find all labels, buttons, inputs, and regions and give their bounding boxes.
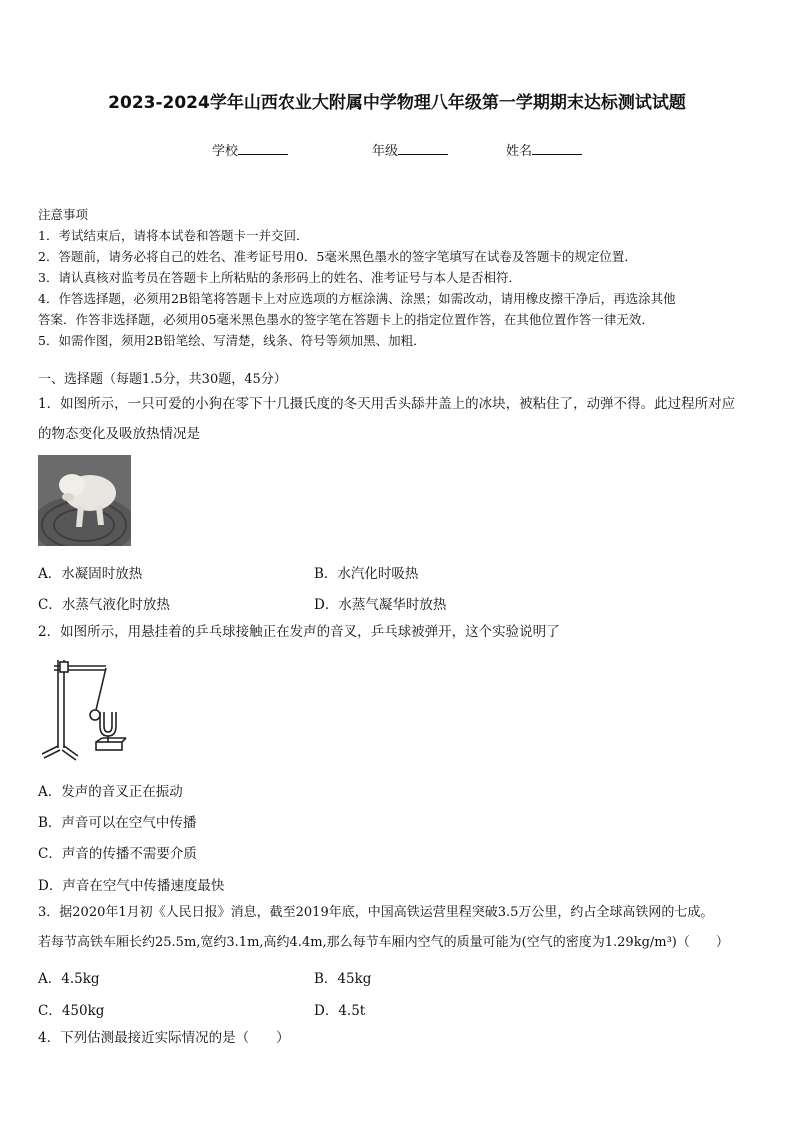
question-1-stem [38,389,763,449]
note-line: 答案．作答非选择题，必须用05毫米黑色墨水的签字笔在答题卡上的指定位置作答，在其他位置作答一律无效． [38,312,654,327]
page-title: 2023-2024学年山西农业大附属中学物理八年级第一学期期末达标测试试题 [108,93,686,113]
school-label: 学校 [212,144,239,159]
dog-on-manhole-image [38,455,131,546]
question-3-line-2: 若每节高铁车厢长约25.5m,宽约3.1m,高约4.4m,那么每节车厢内空气的质量可能为(空气的密度为1.29kg/m³)（ ） [38,935,729,950]
note-line: 2．答题前，请务必将自己的姓名、准考证号用0．5毫米黑色墨水的签字笔填写在试卷及答题卡的规定位置． [38,249,637,264]
question-1-line-1: 1．如图所示，一只可爱的小狗在零下十几摄氏度的冬天用舌头舔井盖上的冰块，被粘住了，动弹不得。此过程所对应 [38,396,736,412]
question-2-option-c: C．声音的传播不需要介质 [38,846,197,862]
grade-field [372,140,448,159]
tuning-fork-figure [38,656,128,764]
question-3-option-d: D．4.5t [314,1003,366,1019]
section-heading: 一、选择题（每题1.5分，共30题，45分） [38,372,287,387]
question-2-option-a: A．发声的音叉正在振动 [38,784,183,800]
tuning-fork-diagram [38,656,128,764]
grade-blank [398,142,448,155]
school-field [212,140,288,159]
note-line: 1．考试结束后，请将本试卷和答题卡一并交回． [38,228,309,243]
question-1-option-d: D．水蒸气凝华时放热 [314,597,447,613]
question-1-option-b: B．水汽化时吸热 [314,566,419,582]
name-blank [532,142,582,155]
name-label: 姓名 [506,144,533,159]
question-3-stem [38,898,763,958]
question-4-stem: 4．下列估测最接近实际情况的是（ ） [38,1030,290,1046]
grade-label: 年级 [372,144,399,159]
question-2-option-b: B．声音可以在空气中传播 [38,815,197,831]
question-1-line-2: 的物态变化及吸放热情况是 [38,426,200,442]
question-3-option-a: A．4.5kg [38,971,100,987]
question-3-line-1: 3．据2020年1月初《人民日报》消息，截至2019年底，中国高铁运营里程突破3.5万公里，约占全球高铁网的七成。 [38,905,714,920]
note-line: 5．如需作图，须用2B铅笔绘、写清楚，线条、符号等须加黑、加粗． [38,333,426,348]
note-line: 3．请认真核对监考员在答题卡上所粘贴的条形码上的姓名、准考证号与本人是否相符． [38,270,521,285]
question-1-option-c: C．水蒸气液化时放热 [38,597,170,613]
question-3-option-b: B．45kg [314,971,372,987]
note-line: 4．作答选择题，必须用2B铅笔将答题卡上对应选项的方框涂满、涂黑；如需改动，请用橡皮擦干净后，再选涂其他 [38,291,676,306]
question-2-option-d: D．声音在空气中传播速度最快 [38,878,225,894]
notes-heading: 注意事项 [38,207,89,222]
question-3-option-c: C．450kg [38,1003,105,1019]
name-field [506,140,582,159]
dog-photo [38,455,131,546]
notes-block [38,204,758,351]
question-1-option-a: A．水凝固时放热 [38,566,143,582]
question-2-stem: 2．如图所示，用悬挂着的乒乓球接触正在发声的音叉，乒乓球被弹开，这个实验说明了 [38,624,560,640]
school-blank [238,142,288,155]
